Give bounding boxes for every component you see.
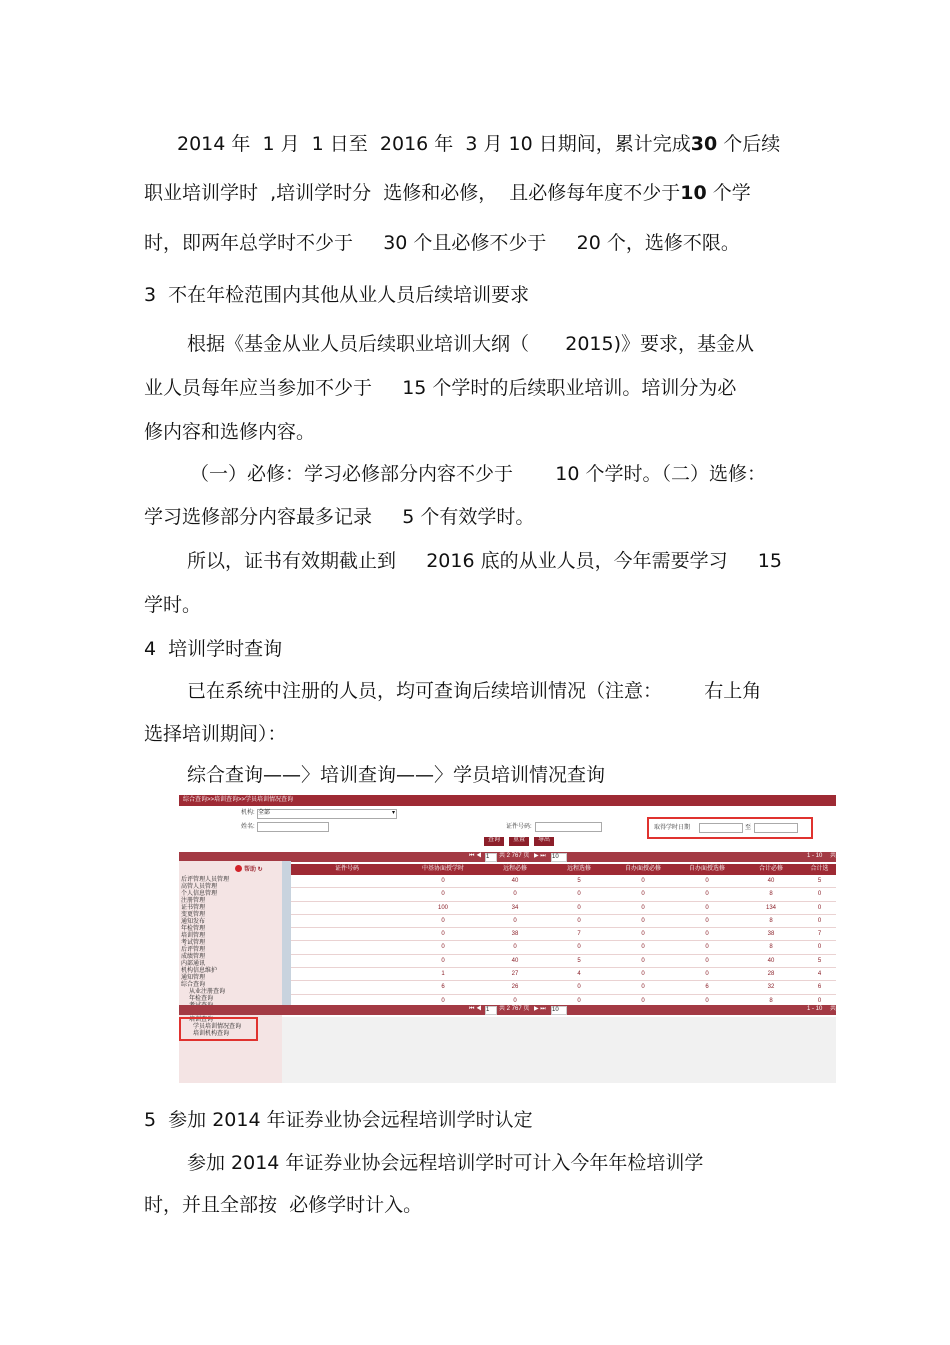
pager-text: 共 2 767 页 (499, 853, 530, 859)
sidebar-item[interactable]: 培训管理 (181, 933, 206, 939)
table-cell: 38 (767, 931, 775, 938)
org-label: 机构: (241, 810, 255, 816)
table-cell: 0 (577, 997, 581, 1004)
table-cell: 0 (641, 971, 645, 978)
table-cell: 5 (817, 878, 822, 884)
table-cell: 0 (817, 891, 822, 898)
table-cell: 7 (577, 931, 581, 938)
sidebar-subitem[interactable]: 培训查询 (189, 1017, 214, 1023)
org-select[interactable]: 全部 ▾ (257, 809, 397, 819)
table-row[interactable] (291, 968, 836, 981)
next-page-icon[interactable]: ▶ ⏭ (534, 1006, 546, 1012)
table-cell: 0 (441, 944, 445, 951)
pager-text: 共 2 767 页 (499, 1006, 530, 1012)
table-cell: 0 (641, 957, 645, 964)
table-cell: 0 (705, 971, 709, 978)
table-cell: 5 (577, 957, 581, 964)
table-cell: 0 (641, 891, 645, 898)
column-header[interactable]: 自办面授选修 (688, 866, 725, 872)
cert-label: 证件号码: (506, 824, 532, 830)
table-cell: 0 (641, 904, 645, 911)
chevron-down-icon: ▾ (391, 810, 395, 816)
table-cell: 26 (511, 984, 519, 991)
para-line: 2014 年 1 月 1 日至 2016 年 3 月 10 日期间，累计完成30 个后续 (177, 133, 781, 155)
table-cell: 134 (765, 904, 776, 911)
bold-number: 10 (680, 182, 707, 204)
first-page-icon[interactable]: ⏮ ◀ (469, 853, 482, 859)
table-cell: 6 (441, 984, 445, 991)
para-line: 参加 2014 年证券业协会远程培训学时可计入今年年检培训学 (187, 1152, 704, 1174)
table-cell: 0 (641, 944, 645, 951)
sidebar-item[interactable]: 考试管理 (181, 940, 206, 946)
sidebar-item[interactable]: 成绩管理 (181, 954, 206, 960)
table-cell: 0 (441, 891, 445, 898)
table-cell: 0 (817, 997, 822, 1004)
table-row[interactable] (291, 915, 836, 928)
date-label: 取得学时日期 (654, 825, 691, 831)
sidebar-item[interactable]: 个人信息管理 (181, 891, 218, 897)
table-cell: 4 (817, 971, 822, 978)
table-cell: 0 (817, 904, 822, 911)
table-cell: 0 (705, 997, 709, 1004)
sidebar (179, 861, 282, 1083)
date-end-input[interactable] (754, 823, 798, 833)
breadcrumb: 综合查询>>培训查询>>学员培训情况查询 (183, 797, 294, 803)
grid-body (291, 875, 836, 1008)
section-heading: 5 参加 2014 年证券业协会远程培训学时认定 (144, 1109, 533, 1131)
next-page-icon[interactable]: ▶ ⏭ (534, 853, 546, 859)
table-cell: 0 (441, 931, 445, 938)
table-cell: 32 (767, 984, 775, 991)
table-cell: 0 (513, 917, 517, 924)
grid-header (291, 864, 836, 875)
table-cell: 0 (705, 878, 709, 884)
empty-area (282, 1017, 836, 1083)
bold-number: 30 (690, 133, 718, 155)
sidebar-item[interactable]: 变更管理 (181, 912, 206, 918)
first-page-icon[interactable]: ⏮ ◀ (469, 1006, 482, 1012)
para-line: 业人员每年应当参加不少于 15 个学时的后续职业培训。培训分为必 (144, 377, 737, 399)
column-header[interactable]: 证件号码 (334, 866, 359, 872)
table-cell: 27 (511, 971, 519, 978)
table-cell: 8 (769, 997, 773, 1004)
table-cell: 0 (641, 984, 645, 991)
page-size-select[interactable]: 10 (551, 1006, 567, 1015)
table-cell: 4 (577, 971, 581, 978)
table-cell: 5 (817, 957, 822, 964)
table-cell: 7 (817, 931, 822, 938)
para-line: 职业培训学时 ,培训学时分 选修和必修， 且必修每年度不少于10 个学 (144, 182, 751, 204)
sidebar-item[interactable]: 通知管理 (181, 975, 206, 981)
table-row[interactable] (291, 875, 836, 888)
para-line: 已在系统中注册的人员，均可查询后续培训情况（注意： 右上角 (187, 680, 762, 702)
table-cell: 0 (513, 891, 517, 898)
table-cell: 0 (441, 957, 445, 964)
table-cell: 0 (705, 904, 709, 911)
section-heading: 3 不在年检范围内其他从业人员后续培训要求 (144, 284, 530, 306)
table-row[interactable] (291, 981, 836, 994)
table-cell: 0 (577, 904, 581, 911)
table-row[interactable] (291, 941, 836, 954)
table-row[interactable] (291, 955, 836, 968)
table-cell: 0 (441, 917, 445, 924)
sidebar-item[interactable]: 高管人员管理 (181, 884, 218, 890)
para-line: 所以，证书有效期截止到 2016 底的从业人员，今年需要学习 15 (187, 550, 782, 572)
date-sep: 至 (745, 825, 752, 831)
para-line: 时，并且全部按 必修学时计入。 (144, 1194, 423, 1216)
scrollbar[interactable] (282, 861, 291, 1005)
column-header[interactable]: 合计必修 (758, 866, 783, 872)
sidebar-item[interactable]: 通知发布 (181, 919, 206, 925)
cert-input[interactable] (535, 822, 602, 832)
sidebar-item[interactable]: 后评管理人员管理 (181, 877, 230, 883)
table-cell: 8 (769, 917, 773, 924)
table-cell: 40 (511, 878, 519, 884)
table-cell: 40 (767, 957, 775, 964)
table-cell: 0 (641, 997, 645, 1004)
section-heading: 4 培训学时查询 (144, 638, 283, 660)
para-line: 时，即两年总学时不少于 30 个且必修不少于 20 个，选修不限。 (144, 232, 740, 254)
table-cell: 8 (769, 891, 773, 898)
table-cell: 0 (641, 917, 645, 924)
table-cell: 40 (511, 957, 519, 964)
table-cell: 0 (441, 878, 445, 884)
table-cell: 0 (817, 944, 822, 951)
sidebar-item[interactable]: 注册管理 (181, 898, 206, 904)
table-cell: 8 (769, 944, 773, 951)
table-cell: 0 (513, 997, 517, 1004)
table-cell: 1 (441, 971, 445, 978)
table-cell: 0 (641, 931, 645, 938)
date-start-input[interactable] (699, 823, 743, 833)
column-header[interactable]: 合计选 (810, 866, 829, 872)
sidebar-item[interactable]: 机构信息维护 (181, 968, 218, 974)
sidebar-item[interactable]: 内部通讯 (181, 961, 206, 967)
pager-total: 共 (830, 1006, 836, 1012)
name-input[interactable] (257, 822, 329, 832)
table-cell: 34 (511, 904, 519, 911)
table-cell: 5 (577, 878, 581, 884)
para-line: 学习选修部分内容最多记录 5 个有效学时。 (144, 506, 535, 528)
sidebar-subitem[interactable]: 培训机构查询 (193, 1031, 230, 1037)
table-cell: 100 (437, 904, 448, 911)
para-line: 学时。 (144, 594, 202, 616)
table-cell: 0 (577, 891, 581, 898)
page-input[interactable]: 1 (485, 1006, 497, 1015)
sidebar-subitem[interactable]: 从业注册查询 (189, 989, 226, 995)
sidebar-subitem[interactable]: 学员培训情况查询 (193, 1024, 242, 1030)
help-link[interactable]: 帮助 ↻ (235, 865, 263, 874)
para-line: 选择培训期间）： (144, 723, 287, 745)
para-line: 修内容和选修内容。 (144, 421, 316, 443)
table-cell: 0 (641, 878, 645, 884)
highlight-box (179, 1017, 258, 1041)
table-row[interactable] (291, 902, 836, 915)
sidebar-item[interactable]: 综合查询 (181, 982, 206, 988)
table-cell: 0 (513, 944, 517, 951)
page-input[interactable]: 1 (485, 853, 497, 862)
para-line: 根据《基金从业人员后续职业培训大纲（ 2015)》要求，基金从 (187, 333, 755, 355)
table-cell: 0 (705, 944, 709, 951)
query-button[interactable]: 查询 (484, 837, 504, 846)
table-cell: 6 (705, 984, 709, 991)
pager-bottom (179, 1005, 836, 1015)
name-label: 姓名: (241, 824, 255, 830)
sidebar-item[interactable]: 年检管理 (181, 926, 206, 932)
page-size-select[interactable]: 10 (551, 853, 567, 862)
table-cell: 0 (441, 997, 445, 1004)
sidebar-item[interactable]: 证书管理 (181, 905, 206, 911)
sidebar-subitem[interactable]: 年检查询 (189, 996, 214, 1002)
table-cell: 0 (577, 917, 581, 924)
table-row[interactable] (291, 928, 836, 941)
reset-button[interactable]: 重置 (509, 837, 529, 846)
help-icon (235, 865, 242, 872)
table-cell: 0 (577, 984, 581, 991)
pager-range: 1 - 10 (807, 853, 823, 859)
pager-range: 1 - 10 (807, 1006, 823, 1012)
table-cell: 6 (817, 984, 822, 991)
export-button[interactable]: 导出 (534, 837, 554, 846)
table-cell: 40 (767, 878, 775, 884)
column-header[interactable]: 远程选修 (566, 866, 591, 872)
table-cell: 0 (705, 931, 709, 938)
table-row[interactable] (291, 888, 836, 901)
column-header[interactable]: 自办面授必修 (624, 866, 661, 872)
table-cell: 28 (767, 971, 775, 978)
table-cell: 0 (705, 917, 709, 924)
table-cell: 38 (511, 931, 519, 938)
menu-path: 综合查询——〉培训查询——〉学员培训情况查询 (187, 764, 606, 786)
pager-total: 共 (830, 853, 836, 859)
para-line: （一）必修：学习必修部分内容不少于 10 个学时。（二）选修： (190, 463, 766, 485)
table-cell: 0 (577, 944, 581, 951)
table-cell: 0 (705, 891, 709, 898)
table-cell: 0 (817, 917, 822, 924)
breadcrumb-bar (179, 795, 836, 806)
sidebar-item[interactable]: 后评管理 (181, 947, 206, 953)
embedded-screenshot (179, 795, 836, 1083)
column-header[interactable]: 中基协面授学时 (421, 866, 464, 872)
table-cell: 0 (705, 957, 709, 964)
column-header[interactable]: 远程必修 (502, 866, 527, 872)
